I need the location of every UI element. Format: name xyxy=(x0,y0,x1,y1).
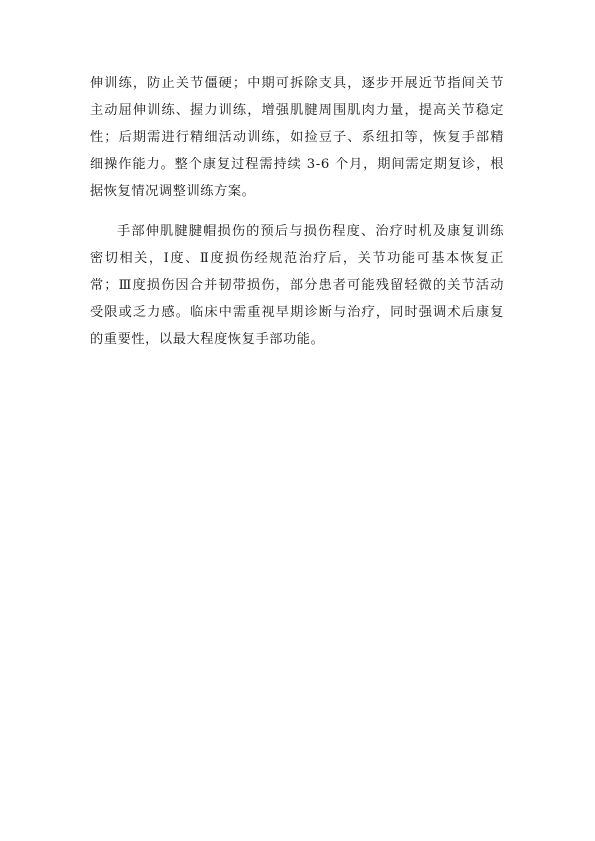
text-line: 的重要性，以最大程度恢复手部功能。 xyxy=(90,332,325,347)
text-line: 主动屈伸训练、握力训练，增强肌腱周围肌肉力量，提高关节稳定 xyxy=(90,103,504,118)
text-line: 受限或乏力感。临床中需重视早期诊断与治疗，同时强调术后康复 xyxy=(90,305,504,320)
document-body xyxy=(90,70,504,353)
text-line: 细操作能力。整个康复过程需持续 3-6 个月，期间需定期复诊，根 xyxy=(90,157,504,172)
text-line: 性；后期需进行精细活动训练，如捡豆子、系纽扣等，恢复手部精 xyxy=(90,130,504,145)
text-line: 据恢复情况调整训练方案。 xyxy=(90,184,256,199)
text-line: 手部伸肌腱腱帽损伤的预后与损伤程度、治疗时机及康复训练 xyxy=(117,224,504,239)
text-line: 密切相关，Ⅰ度、Ⅱ度损伤经规范治疗后，关节功能可基本恢复正 xyxy=(90,251,504,266)
paragraph-prognosis xyxy=(90,218,504,353)
paragraph-spacer xyxy=(90,205,504,218)
paragraph-rehab-phases xyxy=(90,70,504,205)
text-line: 常；Ⅲ度损伤因合并韧带损伤，部分患者可能残留轻微的关节活动 xyxy=(90,278,504,293)
text-line: 伸训练，防止关节僵硬；中期可拆除支具，逐步开展近节指间关节 xyxy=(90,76,504,91)
